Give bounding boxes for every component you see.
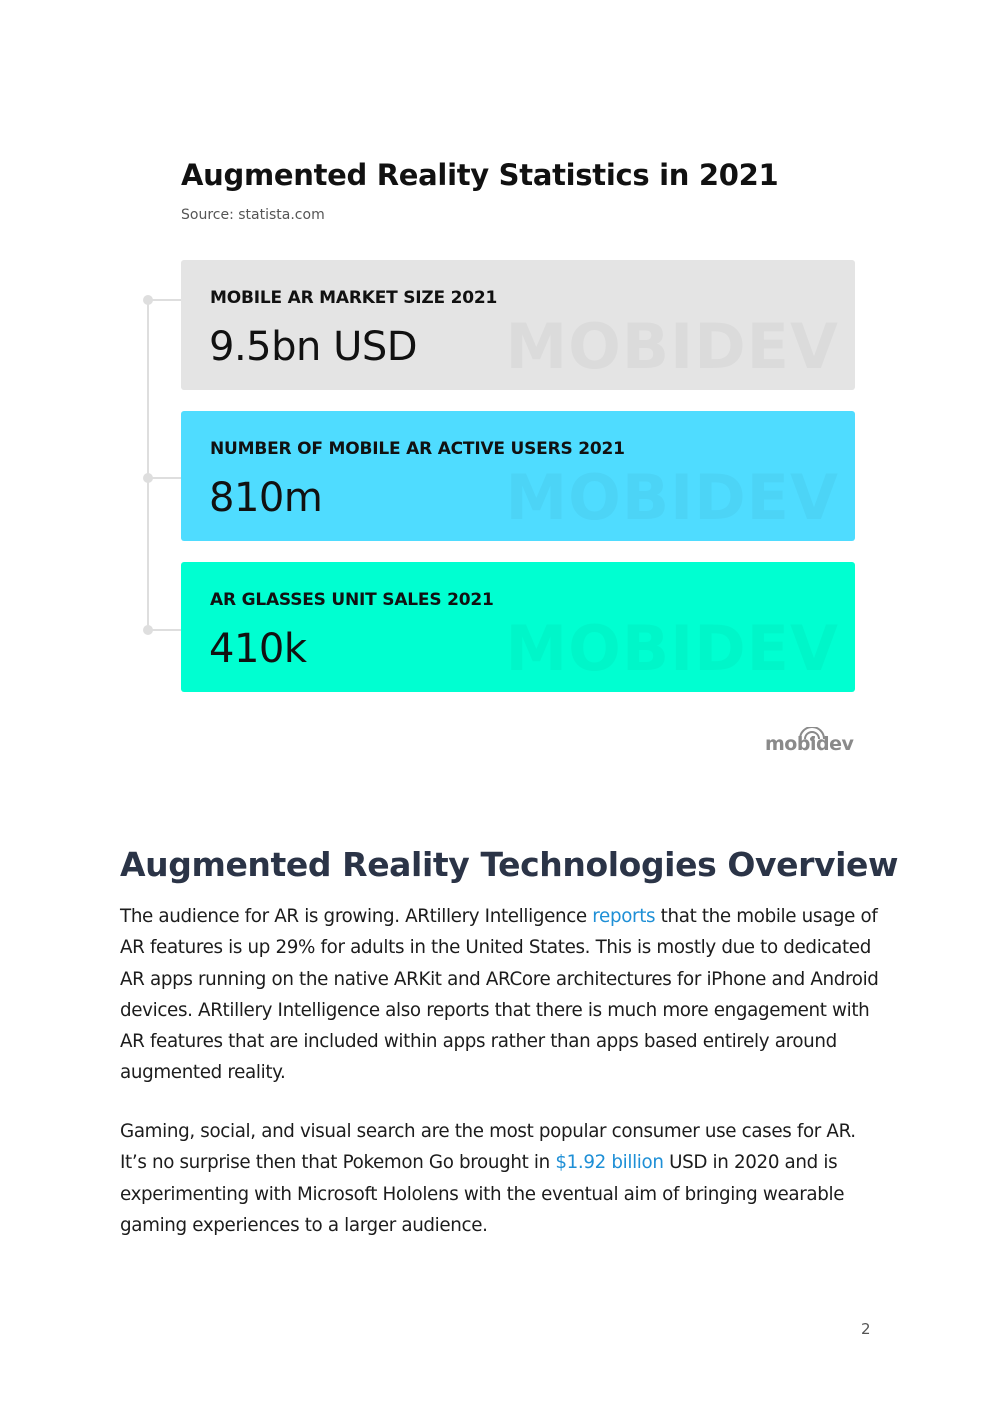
infographic-source: Source: statista.com bbox=[181, 207, 325, 223]
section-heading: Augmented Reality Technologies Overview bbox=[120, 845, 899, 884]
watermark bbox=[505, 461, 839, 534]
page-number: 2 bbox=[861, 1320, 871, 1338]
paragraph-text: Gaming, social, and visual search are the most popular consumer use cases for AR. It’s no surprise then that Pokemon Go brought in bbox=[120, 1121, 856, 1174]
revenue-link[interactable]: $1.92 billion bbox=[555, 1152, 664, 1174]
stat-value: 9.5bn USD bbox=[209, 324, 418, 370]
reports-link[interactable]: reports bbox=[592, 906, 656, 927]
watermark bbox=[505, 612, 839, 685]
timeline-connector bbox=[148, 477, 182, 479]
timeline-line bbox=[147, 299, 149, 630]
stat-label: AR GLASSES UNIT SALES 2021 bbox=[210, 590, 494, 610]
paragraph-text: that the mobile usage of AR features is up 29% for adults in the United States. This is mostly due to dedicated AR apps running on the native ARKit and ARCore architectures for iPhone and Android devices. ARtillery Intelligence also reports that there is much more engagement with AR features that are included within apps rather than apps based entirely around augmented reality. bbox=[120, 906, 879, 1084]
paragraph-text: The audience for AR is growing. ARtillery Intelligence bbox=[120, 906, 593, 927]
stat-value: 410k bbox=[209, 626, 307, 672]
paragraph bbox=[120, 1116, 880, 1241]
paragraph-text: USD in 2020 and is experimenting with Microsoft Hololens with the eventual aim of bringing wearable gaming experiences to a larger audience. bbox=[120, 1152, 845, 1236]
timeline-connector bbox=[148, 629, 182, 631]
mobidev-logo bbox=[765, 727, 857, 755]
paragraph bbox=[120, 901, 880, 1089]
logo-text: mobidev bbox=[765, 733, 854, 755]
stat-label: NUMBER OF MOBILE AR ACTIVE USERS 2021 bbox=[210, 439, 625, 459]
stat-value: 810m bbox=[209, 475, 323, 521]
timeline-connector bbox=[148, 299, 182, 301]
stat-card-active-users bbox=[181, 411, 855, 541]
watermark bbox=[505, 310, 839, 383]
stat-card-market-size bbox=[181, 260, 855, 390]
infographic-title: Augmented Reality Statistics in 2021 bbox=[181, 158, 779, 192]
stat-label: MOBILE AR MARKET SIZE 2021 bbox=[210, 288, 498, 308]
stat-card-glasses-sales bbox=[181, 562, 855, 692]
